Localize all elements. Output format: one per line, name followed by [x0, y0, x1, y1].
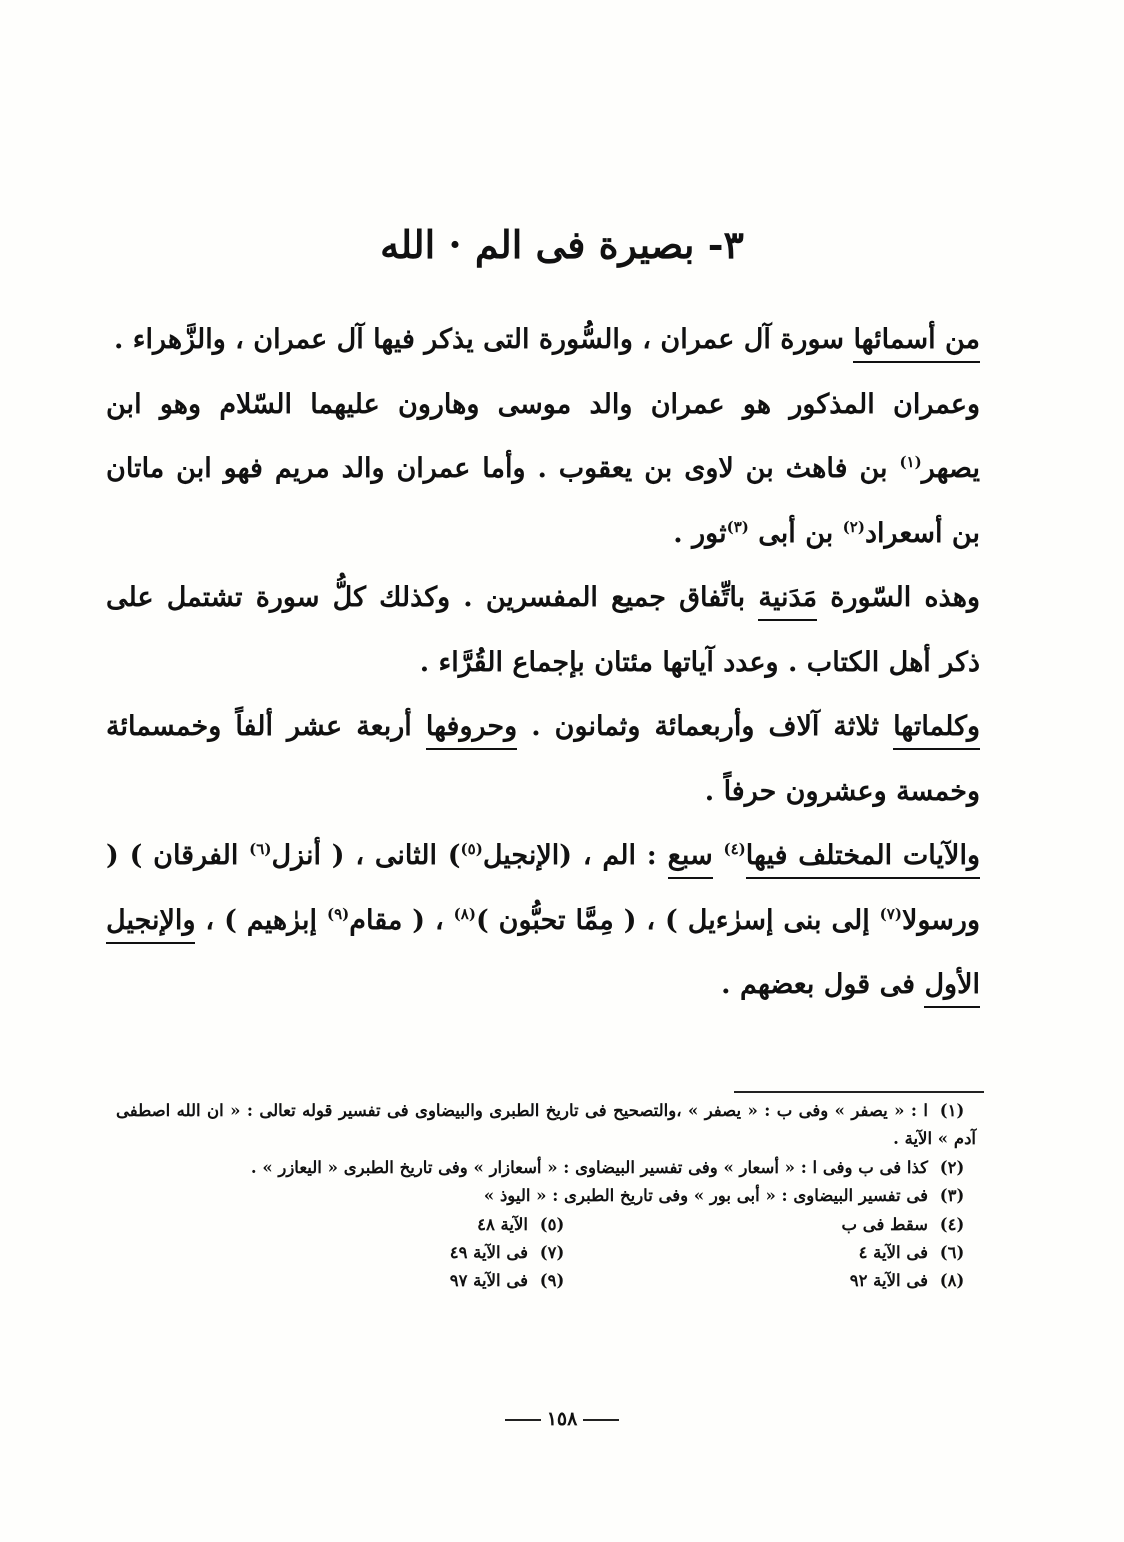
section-title: ٣- بصيرة فى الم · الله — [380, 222, 744, 267]
footnote-text: فى الآية ٤ — [858, 1243, 928, 1263]
footnote-number: (٤) — [939, 1214, 965, 1234]
footnote-text: سقط فى ب — [841, 1214, 928, 1234]
paragraph-text: إبرٰهيم ) ، — [195, 904, 327, 936]
footnote-number: (٦) — [939, 1243, 965, 1263]
paragraph-imran — [106, 373, 980, 567]
footnote-ref[interactable]: (١) — [899, 453, 922, 471]
footnote-number: (٩) — [539, 1271, 565, 1291]
paragraph-text: ثلاثة آلاف وأربعمائة وثمانون . — [517, 711, 894, 742]
paragraph-names — [106, 308, 980, 373]
footnote-text: الآية ٤٨ — [477, 1214, 528, 1234]
footnote-ref[interactable]: (٤) — [723, 840, 746, 858]
footnote-ref[interactable]: (٦) — [249, 840, 272, 858]
footnote-text: فى تفسير البيضاوى : « أبى بور » وفى تاريخ الطبرى : « اليوذ » — [483, 1186, 928, 1206]
paragraph-text: وهذه السّورة — [817, 582, 981, 613]
footnote-row — [116, 1239, 976, 1267]
footnotes — [116, 1097, 976, 1296]
footnote-1 — [116, 1097, 976, 1154]
paragraph-text: باتِّفاق جميع المفسرين . وكذلك كلُّ سورة تشتمل على ذكر أهل الكتاب . وعدد آياتها مئتان بإجماع القُرَّاء . — [106, 582, 980, 678]
paragraph-text: أربعة عشر ألفاً وخمسمائة وخمسة وعشرون حرفاً . — [106, 711, 980, 807]
footnote-6 — [576, 1239, 976, 1267]
page-number-dash — [505, 1419, 541, 1421]
underlined-phrase: مَدَنية — [758, 582, 817, 621]
footnote-number: (١) — [939, 1101, 965, 1120]
footnote-ref[interactable]: (٨) — [453, 904, 476, 923]
paragraph-text — [713, 840, 724, 871]
footnote-ref[interactable]: (٣) — [726, 517, 749, 536]
footnote-8 — [576, 1267, 976, 1295]
footnote-2 — [116, 1154, 976, 1182]
underlined-phrase: وكلماتها — [893, 711, 980, 750]
page-number — [0, 1408, 1124, 1430]
page-number-value: ١٥٨ — [546, 1408, 578, 1430]
paragraph-text: وعمران المذكور هو عمران والد موسى وهارون عليهما السّلام وهو ابن يصهر — [106, 388, 980, 484]
paragraph-text: ثور . — [673, 517, 727, 549]
underlined-phrase: من أسمائها — [853, 324, 980, 363]
paragraph-text: بن فاهث بن لاوى بن يعقوب . وأما عمران والد مريم فهو ابن ماتان بن أسعراد — [106, 453, 980, 549]
underlined-phrase: والإنجيل الأول — [106, 905, 980, 1009]
footnote-ref[interactable]: (٧) — [879, 904, 902, 923]
footnote-ref[interactable]: (٢) — [842, 517, 865, 536]
underlined-phrase: والآيات المختلف فيها — [746, 840, 980, 879]
footnote-text: كذا فى ب وفى ا : « أسعار » وفى تفسير البيضاوى : « أسعازار » وفى تاريخ الطبرى « اليعازر » . — [250, 1157, 928, 1177]
body-text — [106, 308, 980, 1018]
paragraph-madani — [106, 566, 980, 695]
footnote-3 — [116, 1182, 976, 1210]
footnote-text: فى الآية ٩٢ — [849, 1271, 928, 1291]
paragraph-disputed-verses — [106, 824, 980, 1018]
paragraph-text: إلى بنى إسرٰءيل ) ، ( مِمَّا تحبُّون ) — [475, 904, 880, 936]
paragraph-text: الفرقان ) ( ورسولا — [106, 840, 980, 936]
paragraph-text: ) الثانى ، ( أنزل — [271, 840, 461, 871]
footnote-row — [116, 1211, 976, 1239]
footnote-9 — [176, 1267, 576, 1295]
footnote-number: (٢) — [939, 1157, 965, 1177]
paragraph-text: : الم ، (الإنجيل — [482, 840, 668, 871]
footnote-ref[interactable]: (٩) — [327, 904, 350, 923]
paragraph-text: ، ( مقام — [349, 904, 454, 936]
footnote-7 — [176, 1239, 576, 1267]
paragraph-text: سورة آل عمران ، والسُّورة التى يذكر فيها آل عمران ، والزَّهراء . — [113, 324, 854, 355]
paragraph-text: فى قول بعضهم . — [721, 969, 925, 1000]
paragraph-text: بن أبى — [748, 517, 843, 549]
footnote-number: (٧) — [539, 1243, 565, 1263]
footnote-text: فى الآية ٩٧ — [449, 1271, 528, 1291]
footnote-row — [116, 1267, 976, 1295]
footnote-4 — [576, 1211, 976, 1239]
footnote-divider — [734, 1091, 984, 1093]
paragraph-counts — [106, 695, 980, 824]
underlined-phrase: وحروفها — [426, 711, 517, 750]
footnote-text: ا : « يصفر » وفى ب : « يصفر » ،والتصحيح فى تاريخ الطبرى والبيضاوى فى تفسير قوله تعالى : « ان الله اصطفى آدم » الآية . — [116, 1101, 976, 1149]
underlined-phrase: سبع — [668, 840, 713, 879]
footnote-ref[interactable]: (٥) — [460, 840, 483, 858]
footnote-number: (٣) — [939, 1186, 965, 1206]
page-number-dash — [583, 1419, 619, 1421]
footnote-number: (٥) — [539, 1214, 565, 1234]
footnote-number: (٨) — [939, 1271, 965, 1291]
footnote-5 — [176, 1211, 576, 1239]
footnote-text: فى الآية ٤٩ — [449, 1243, 528, 1263]
